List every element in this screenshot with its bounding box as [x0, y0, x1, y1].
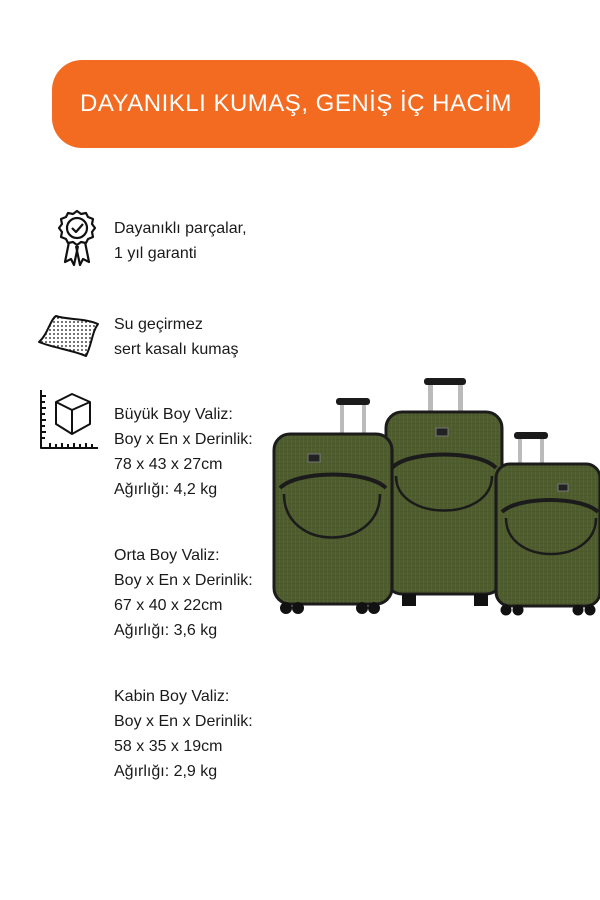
cabin-suitcase — [496, 432, 600, 616]
luggage-set-image — [268, 372, 600, 627]
spec-large — [114, 402, 253, 502]
spec-dims-label: Boy x En x Derinlik: — [114, 572, 253, 589]
box-measure-icon — [38, 388, 100, 452]
spec-medium — [114, 543, 253, 643]
spec-weight: Ağırlığı: 4,2 kg — [114, 481, 218, 498]
feature-line: sert kasalı kumaş — [114, 341, 239, 358]
feature-fabric-text — [114, 312, 238, 362]
spec-weight: Ağırlığı: 3,6 kg — [114, 622, 218, 639]
feature-line: 1 yıl garanti — [114, 245, 197, 262]
feature-line: Su geçirmez — [114, 316, 203, 333]
spec-dims-label: Boy x En x Derinlik: — [114, 713, 253, 730]
medium-suitcase — [274, 398, 392, 614]
large-suitcase — [386, 378, 502, 606]
spec-dims: 58 x 35 x 19cm — [114, 738, 223, 755]
feature-line: Dayanıklı parçalar, — [114, 220, 247, 237]
spec-name: Orta Boy Valiz: — [114, 547, 220, 564]
spec-dims: 78 x 43 x 27cm — [114, 456, 223, 473]
spec-dims-label: Boy x En x Derinlik: — [114, 431, 253, 448]
headline-banner — [52, 60, 540, 148]
headline-text: DAYANIKLI KUMAŞ, GENİŞ İÇ HACİM — [79, 90, 513, 117]
spec-name: Kabin Boy Valiz: — [114, 688, 230, 705]
spec-weight: Ağırlığı: 2,9 kg — [114, 763, 218, 780]
badge-ribbon-icon — [56, 208, 98, 270]
feature-warranty-text — [114, 216, 247, 266]
spec-name: Büyük Boy Valiz: — [114, 406, 233, 423]
fabric-sheet-icon — [36, 312, 102, 360]
spec-cabin — [114, 684, 253, 784]
spec-dims: 67 x 40 x 22cm — [114, 597, 223, 614]
